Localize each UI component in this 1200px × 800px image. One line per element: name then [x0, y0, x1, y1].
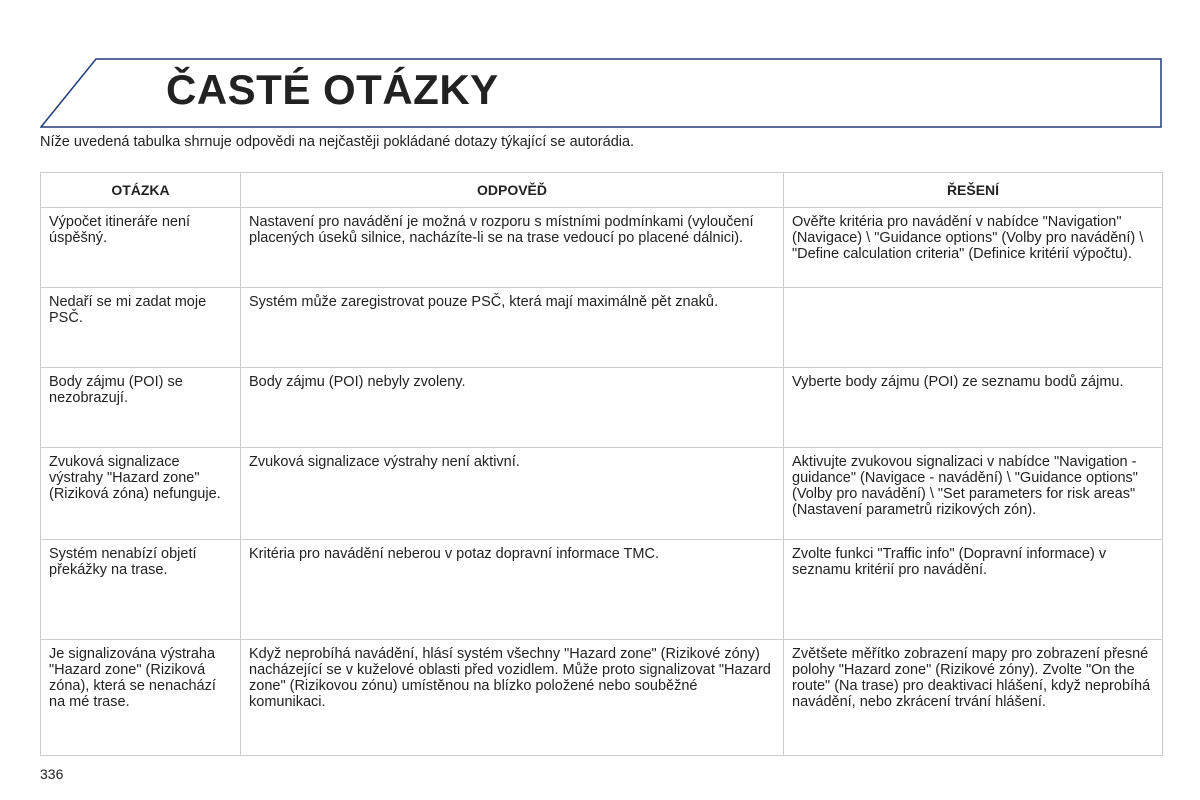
solution-cell: Vyberte body zájmu (POI) ze seznamu bodů zájmu.	[784, 368, 1163, 448]
solution-cell: Zvolte funkci "Traffic info" (Dopravní informace) v seznamu kritérií pro navádění.	[784, 540, 1163, 640]
solution-cell: Ověřte kritéria pro navádění v nabídce "Navigation" (Navigace) \ "Guidance options" (Volby pro navádění) \ "Define calculation criteria" (Definice kritérií výpočtu).	[784, 208, 1163, 288]
question-cell: Je signalizována výstraha "Hazard zone" (Riziková zóna), která se nenachází na mé trase.	[41, 640, 241, 756]
faq-table	[40, 172, 1163, 756]
answer-cell: Body zájmu (POI) nebyly zvoleny.	[241, 368, 784, 448]
header-question: OTÁZKA	[41, 173, 241, 208]
table-header-row	[41, 173, 1163, 208]
table-row	[41, 208, 1163, 288]
question-cell: Body zájmu (POI) se nezobrazují.	[41, 368, 241, 448]
solution-cell: Zvětšete měřítko zobrazení mapy pro zobrazení přesné polohy "Hazard zone" (Rizikové zóny). Zvolte "On the route" (Na trase) pro deaktivaci hlášení, když neprobíhá navádění, nebo zkrácení trvání hlášení.	[784, 640, 1163, 756]
answer-cell: Když neprobíhá navádění, hlásí systém všechny "Hazard zone" (Rizikové zóny) nacházející se v kuželové oblasti před vozidlem. Může proto signalizovat "Hazard zone" (Rizikovou zónu) umístěnou na blízko položené nebo souběžné komunikaci.	[241, 640, 784, 756]
page-title: ČASTÉ OTÁZKY	[166, 66, 499, 113]
header-solution: ŘEŠENÍ	[784, 173, 1163, 208]
question-cell: Zvuková signalizace výstrahy "Hazard zone" (Riziková zóna) nefunguje.	[41, 448, 241, 540]
answer-cell: Kritéria pro navádění neberou v potaz dopravní informace TMC.	[241, 540, 784, 640]
table-row	[41, 448, 1163, 540]
table-row	[41, 368, 1163, 448]
intro-text: Níže uvedená tabulka shrnuje odpovědi na nejčastěji pokládané dotazy týkající se autorádia.	[40, 134, 635, 150]
question-cell: Výpočet itineráře není úspěšný.	[41, 208, 241, 288]
solution-cell	[784, 288, 1163, 368]
question-cell: Nedaří se mi zadat moje PSČ.	[41, 288, 241, 368]
table-row	[41, 640, 1163, 756]
page-number: 336	[40, 766, 64, 782]
question-cell: Systém nenabízí objetí překážky na trase.	[41, 540, 241, 640]
answer-cell: Zvuková signalizace výstrahy není aktivní.	[241, 448, 784, 540]
answer-cell: Systém může zaregistrovat pouze PSČ, která mají maximálně pět znaků.	[241, 288, 784, 368]
header-answer: ODPOVĚĎ	[241, 173, 784, 208]
table-row	[41, 288, 1163, 368]
solution-cell: Aktivujte zvukovou signalizaci v nabídce "Navigation - guidance" (Navigace - navádění) \ "Guidance options" (Volby pro navádění) \ "Set parameters for risk areas" (Nastavení parametrů rizikových zón).	[784, 448, 1163, 540]
answer-cell: Nastavení pro navádění je možná v rozporu s místními podmínkami (vyloučení placených úseků silnice, nacházíte-li se na trase vedoucí po placené dálnici).	[241, 208, 784, 288]
table-row	[41, 540, 1163, 640]
